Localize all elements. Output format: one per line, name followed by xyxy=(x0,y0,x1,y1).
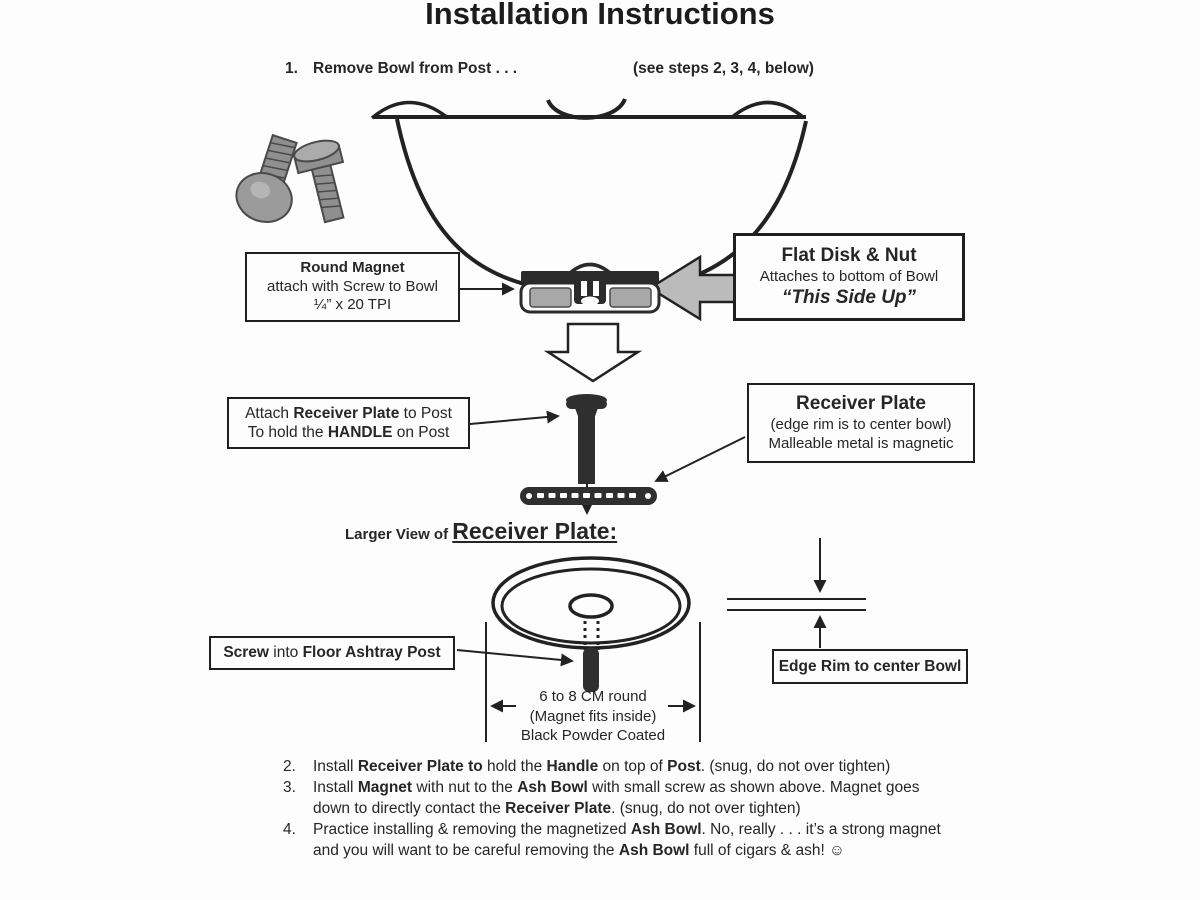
edge-rim-callout xyxy=(772,649,968,684)
step-3 xyxy=(283,777,963,819)
magnet-pad-right xyxy=(610,288,651,307)
dimension-line3: Black Powder Coated xyxy=(520,727,666,744)
receiver-plate-disk-drawing xyxy=(493,558,689,650)
handle-screw-drawing xyxy=(566,394,607,484)
attach-receiver-pointer-line xyxy=(470,416,558,424)
step-1-text: Remove Bowl from Post . . . xyxy=(313,60,518,77)
down-block-arrow-icon xyxy=(548,324,638,381)
step-4-text-line1: Practice installing & removing the magnetized Ash Bowl. No, really . . . it’s a strong magnet xyxy=(313,821,941,838)
magnet-pad-left xyxy=(530,288,571,307)
edge-rim-dimension-drawing xyxy=(727,538,866,648)
receiver-plate-pointer-line xyxy=(656,437,745,481)
receiver-plate-bar-drawing xyxy=(520,487,657,505)
numbered-steps xyxy=(283,756,963,861)
floor-screw-pointer-line xyxy=(457,650,572,661)
screw-photo-left xyxy=(230,130,310,229)
diameter-dimension-text xyxy=(478,687,708,746)
larger-view-prefix: Larger View of xyxy=(345,526,453,543)
receiver-plate-callout xyxy=(747,383,975,463)
step-1-note: (see steps 2, 3, 4, below) xyxy=(633,60,814,77)
attach-receiver-line2: To hold the HANDLE on Post xyxy=(247,424,450,441)
receiver-plate-line2: (edge rim is to center bowl) xyxy=(770,416,952,434)
round-magnet-line2: attach with Screw to Bowl xyxy=(267,277,438,295)
round-magnet-title: Round Magnet xyxy=(300,258,405,276)
step-3-text-line1: Install Magnet with nut to the Ash Bowl with small screw as shown above. Magnet goes xyxy=(313,779,920,796)
step-3-number: 3. xyxy=(283,779,296,796)
attach-receiver-line1: Attach Receiver Plate to Post xyxy=(245,404,452,422)
step-2-text: Install Receiver Plate to hold the Handle on top of Post. (snug, do not over tighten) xyxy=(313,758,891,775)
step-4-number: 4. xyxy=(283,821,296,838)
screw-photo-right xyxy=(292,137,356,226)
step-3-text-line2: down to directly contact the Receiver Plate. (snug, do not over tighten) xyxy=(313,800,801,817)
left-block-arrow-icon xyxy=(650,257,737,319)
step-2-number: 2. xyxy=(283,758,296,775)
step-4-text-line2: and you will want to be careful removing the Ash Bowl full of cigars & ash! ☺ xyxy=(313,842,845,859)
edge-rim-line: Edge Rim to center Bowl xyxy=(778,657,962,675)
dimension-line1: 6 to 8 CM round xyxy=(539,688,647,705)
center-hole xyxy=(570,595,612,617)
screw-floor-callout xyxy=(209,636,455,670)
round-magnet-callout xyxy=(245,252,460,322)
dimension-line2: (Magnet fits inside) xyxy=(529,707,657,725)
round-magnet-line3: ¼” x 20 TPI xyxy=(313,296,392,314)
receiver-plate-title: Receiver Plate xyxy=(796,393,926,415)
step-1-number: 1. xyxy=(285,60,298,77)
floor-screw-drawing xyxy=(583,648,599,692)
magnet-assembly-drawing xyxy=(521,265,659,313)
flat-disk-line2: Attaches to bottom of Bowl xyxy=(759,267,939,285)
page-title: Installation Instructions xyxy=(425,0,775,31)
step-4 xyxy=(283,819,963,861)
step-2 xyxy=(283,756,963,777)
screw-floor-line: Screw into Floor Ashtray Post xyxy=(223,644,441,662)
flat-disk-title: Flat Disk & Nut xyxy=(781,244,917,266)
attach-receiver-callout xyxy=(227,397,470,449)
larger-view-title: Receiver Plate: xyxy=(452,518,618,544)
flat-disk-this-side-up: “This Side Up” xyxy=(781,287,917,309)
receiver-plate-line3: Malleable metal is magnetic xyxy=(768,434,954,452)
larger-view-heading xyxy=(345,518,617,545)
flat-disk-callout xyxy=(733,233,965,321)
